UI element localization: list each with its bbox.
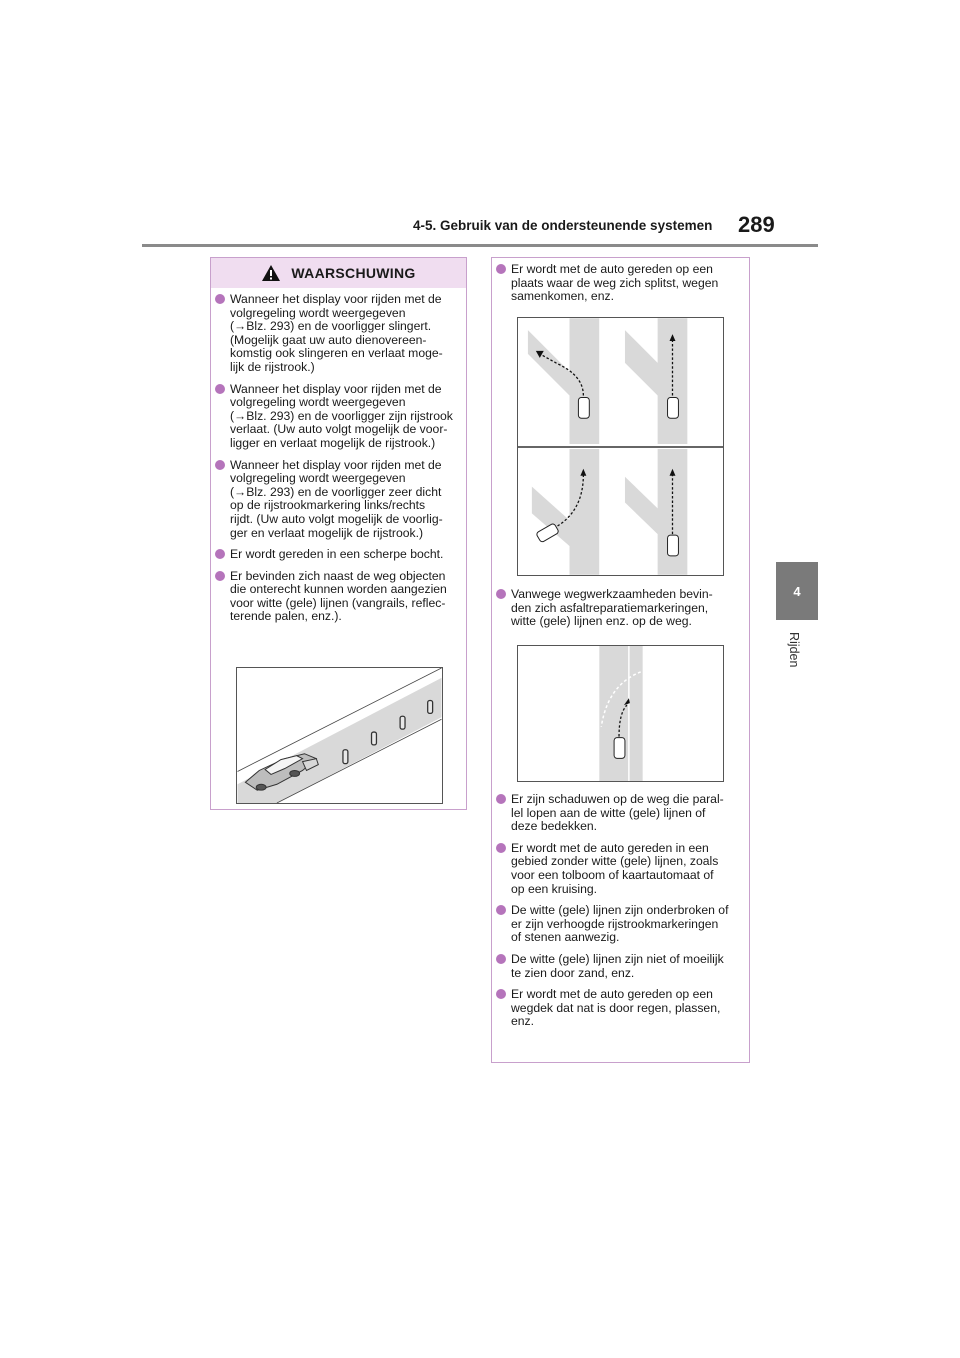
text-line: verlaat. (Uw auto volgt mogelijk de voor-: [230, 422, 448, 437]
text-line: Er wordt gereden in een scherpe bocht.: [230, 547, 444, 562]
list-item: [213, 293, 465, 375]
text-line: (→Blz. 293) en de voorligger zijn rijstrook: [230, 408, 453, 423]
bullet-icon: [215, 460, 225, 470]
text-line: voor witte (gele) lijnen (vangrails, reflec-: [230, 595, 446, 610]
text-line: op een kruising.: [511, 881, 598, 896]
text-line: lel lopen aan de witte (gele) lijnen of: [511, 805, 706, 820]
text-line: te zien door zand, enz.: [511, 965, 635, 980]
list-item: [494, 588, 746, 629]
bullet-icon: [215, 571, 225, 581]
text-line: ligger en verlaat mogelijk de rijstrook.): [230, 435, 436, 450]
bullet-icon: [496, 954, 506, 964]
list-item: [494, 988, 746, 1029]
text-line: Wanneer het display voor rijden met de: [230, 457, 442, 472]
text-line: De witte (gele) lijnen zijn niet of moeilijk: [511, 951, 724, 966]
text-line: op de rijstrookmarkering links/rechts: [230, 498, 426, 513]
list-item: [494, 793, 746, 834]
text-line: Er wordt met de auto gereden op een: [511, 987, 713, 1002]
text-line: (→Blz. 293) en de voorligger zeer dicht: [230, 484, 442, 499]
list-split: [494, 263, 746, 304]
text-line: lijk de rijstrook.): [230, 359, 315, 374]
text-line: Wanneer het display voor rijden met de: [230, 381, 442, 396]
chapter-label: Rijden: [787, 632, 801, 668]
warning-triangle-icon: [261, 264, 281, 282]
figure-repair-markings: [517, 645, 724, 782]
conditions-box: [491, 257, 750, 1063]
bullet-icon: [496, 905, 506, 915]
text-line: rijdt. (Uw auto volgt mogelijk de voorlig-: [230, 511, 443, 526]
text-line: Er wordt met de auto gereden in een: [511, 840, 709, 855]
text-line: Er wordt met de auto gereden op een: [511, 262, 713, 276]
warning-list: [213, 293, 465, 624]
text-line: Er zijn schaduwen op de weg die paral-: [511, 792, 724, 806]
text-line: die onterecht kunnen worden aangezien: [230, 582, 447, 597]
text-line: (Mogelijk gaat uw auto dienovereen-: [230, 332, 427, 347]
text-line: plaats waar de weg zich splitst, wegen: [511, 275, 719, 290]
bullet-icon: [496, 264, 506, 274]
bullet-icon: [496, 794, 506, 804]
text-line: den zich asfaltreparatiemarkeringen,: [511, 600, 709, 615]
text-line: volgregeling wordt weergegeven: [230, 395, 406, 410]
section-title: 4-5. Gebruik van de ondersteunende systemen: [413, 218, 713, 233]
text-line: ger en verlaat mogelijk de rijstrook.): [230, 525, 424, 540]
list-item: [494, 842, 746, 896]
warning-title: WAARSCHUWING: [291, 265, 416, 281]
text-line: voor een tolboom of kaartautomaat of: [511, 867, 714, 882]
bullet-icon: [496, 589, 506, 599]
text-line: gebied zonder witte (gele) lijnen, zoals: [511, 854, 719, 869]
text-line: volgregeling wordt weergegeven: [230, 305, 406, 320]
text-line: Wanneer het display voor rijden met de: [230, 292, 442, 306]
bullet-icon: [215, 384, 225, 394]
text-line: Vanwege wegwerkzaamheden bevin-: [511, 587, 713, 601]
text-line: witte (gele) lijnen enz. op de weg.: [511, 614, 692, 629]
text-line: deze bedekken.: [511, 819, 598, 834]
figure-road-split-merge: [517, 317, 724, 576]
header-divider: [142, 244, 818, 247]
text-line: enz.: [511, 1014, 535, 1029]
list-item: [494, 904, 746, 945]
list-item: [213, 459, 465, 541]
bullet-icon: [496, 989, 506, 999]
text-line: of stenen aanwezig.: [511, 930, 620, 945]
bullet-icon: [215, 294, 225, 304]
list-item: [213, 570, 465, 624]
text-line: Er bevinden zich naast de weg objecten: [230, 568, 446, 583]
list-item: [213, 548, 465, 562]
warning-header: [211, 258, 466, 288]
list-repair: [494, 588, 746, 629]
bullet-icon: [496, 843, 506, 853]
warning-box: [210, 257, 467, 810]
text-line: er zijn verhoogde rijstrookmarkeringen: [511, 916, 719, 931]
bullet-icon: [215, 549, 225, 559]
list-more: [494, 793, 746, 1029]
text-line: wegdek dat nat is door regen, plassen,: [511, 1000, 721, 1015]
text-line: De witte (gele) lijnen zijn onderbroken of: [511, 903, 729, 918]
text-line: terende palen, enz.).: [230, 609, 342, 624]
figure-roadside-objects: [236, 667, 443, 804]
list-item: [494, 953, 746, 980]
text-line: (→Blz. 293) en de voorligger slingert.: [230, 319, 432, 334]
chapter-tab: [776, 562, 818, 620]
text-line: volgregeling wordt weergegeven: [230, 471, 406, 486]
chapter-number: 4: [793, 583, 801, 599]
text-line: samenkomen, enz.: [511, 289, 614, 304]
page-number: 289: [738, 212, 775, 237]
text-line: komstig ook slingeren en verlaat moge-: [230, 346, 443, 361]
list-item: [213, 383, 465, 451]
list-item: [494, 263, 746, 304]
